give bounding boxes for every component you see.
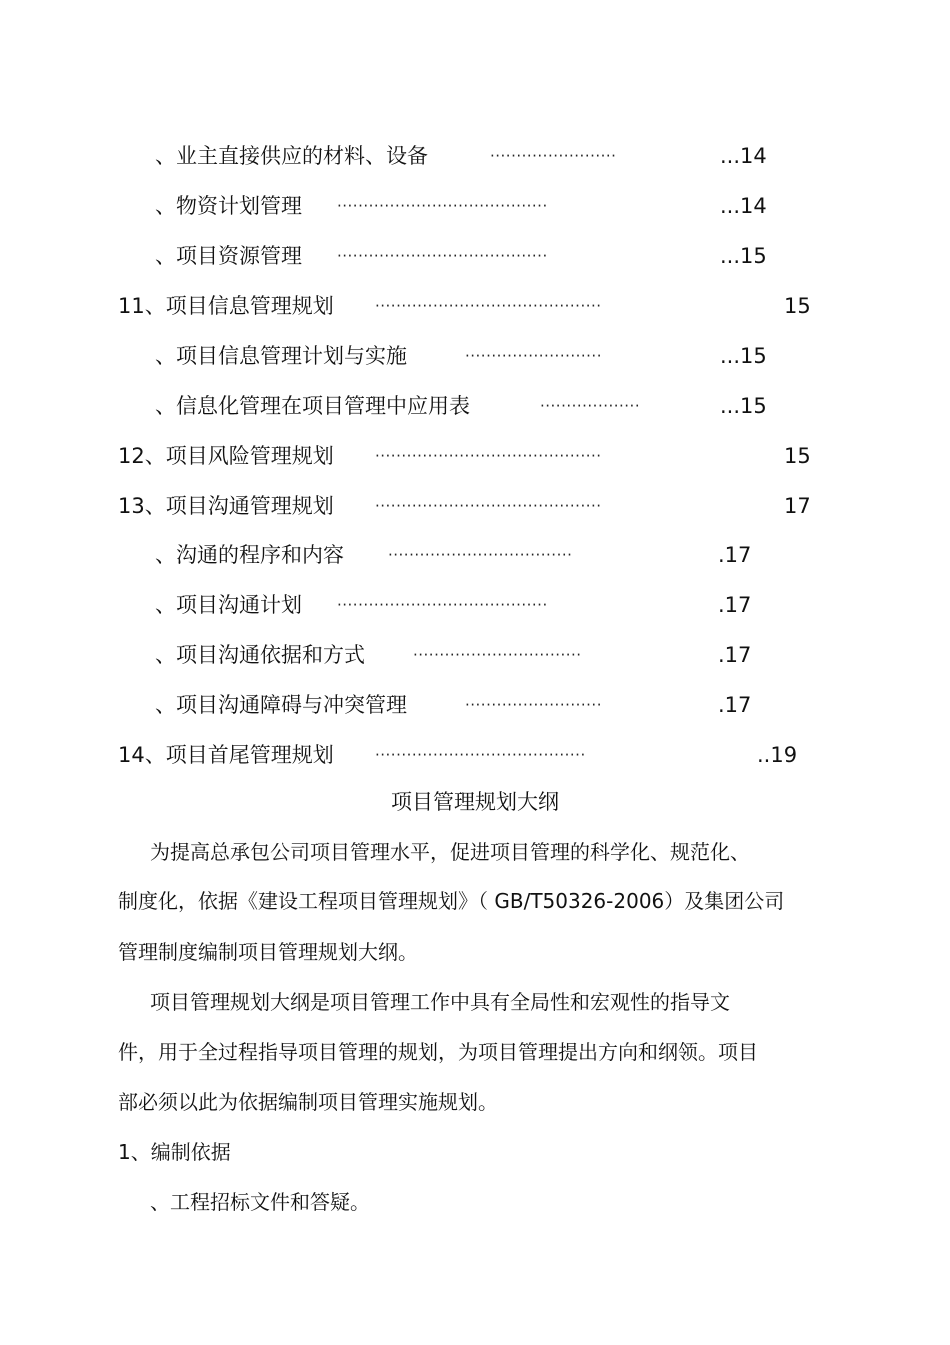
toc-entry-label: 13、项目沟通管理规划 [118, 494, 334, 518]
toc-entry[interactable] [0, 740, 950, 770]
toc-entry[interactable] [0, 441, 950, 471]
toc-entry-label: 、项目信息管理计划与实施 [155, 344, 407, 368]
toc-page-number: ...14 [720, 194, 767, 218]
toc-leader-dots: ································ [413, 646, 582, 664]
toc-entry-label: 12、项目风险管理规划 [118, 444, 334, 468]
toc-page-number: .17 [718, 643, 752, 667]
toc-page-number: .17 [718, 693, 752, 717]
paragraph-line: 部必须以此为依据编制项目管理实施规划。 [118, 1090, 498, 1114]
toc-leader-dots: ·························· [465, 696, 602, 714]
paragraph-line: 制度化，依据《建设工程项目管理规划》（ GB/T50326-2006）及集团公司 [118, 889, 785, 913]
toc-leader-dots: ········································ [337, 247, 548, 265]
toc-entry-label: 、项目沟通障碍与冲突管理 [155, 693, 407, 717]
toc-page-number: ...15 [720, 344, 767, 368]
toc-entry[interactable] [0, 241, 950, 271]
toc-entry-label: 、沟通的程序和内容 [155, 543, 344, 567]
toc-entry[interactable] [0, 690, 950, 720]
paragraph-line: 件，用于全过程指导项目管理的规划，为项目管理提出方向和纲领。项目 [118, 1040, 758, 1064]
toc-leader-dots: ··········································· [375, 297, 602, 315]
toc-entry[interactable] [0, 491, 950, 521]
toc-entry-label: 、项目资源管理 [155, 244, 302, 268]
toc-page-number: 15 [784, 444, 811, 468]
toc-leader-dots: ········································ [337, 596, 548, 614]
toc-leader-dots: ········································ [337, 197, 548, 215]
toc-leader-dots: ························ [490, 147, 617, 165]
paragraph-line: 管理制度编制项目管理规划大纲。 [118, 940, 418, 964]
toc-entry[interactable] [0, 141, 950, 171]
toc-leader-dots: ··········································· [375, 497, 602, 515]
toc-page-number: ...15 [720, 394, 767, 418]
toc-entry[interactable] [0, 590, 950, 620]
section-item: 、工程招标文件和答疑。 [150, 1190, 370, 1214]
toc-entry-label: 、物资计划管理 [155, 194, 302, 218]
toc-entry-label: 、项目沟通计划 [155, 593, 302, 617]
toc-entry-label: 14、项目首尾管理规划 [118, 743, 334, 767]
toc-leader-dots: ·························· [465, 347, 602, 365]
section-heading: 1、编制依据 [118, 1140, 231, 1164]
toc-entry-label: 11、项目信息管理规划 [118, 294, 334, 318]
toc-leader-dots: ········································ [375, 746, 586, 764]
toc-leader-dots: ··········································· [375, 447, 602, 465]
toc-page-number: .17 [718, 543, 752, 567]
toc-page-number: ...15 [720, 244, 767, 268]
toc-page-number: ...14 [720, 144, 767, 168]
toc-entry-label: 、项目沟通依据和方式 [155, 643, 365, 667]
toc-page-number: 15 [784, 294, 811, 318]
toc-leader-dots: ··································· [388, 546, 573, 564]
toc-page-number: ..19 [757, 743, 798, 767]
paragraph-line: 项目管理规划大纲是项目管理工作中具有全局性和宏观性的指导文 [150, 990, 730, 1014]
toc-entry[interactable] [0, 540, 950, 570]
paragraph-line: 为提高总承包公司项目管理水平，促进项目管理的科学化、规范化、 [150, 840, 750, 864]
toc-page-number: 17 [784, 494, 811, 518]
document-title: 项目管理规划大纲 [391, 790, 559, 814]
toc-entry-label: 、信息化管理在项目管理中应用表 [155, 394, 470, 418]
toc-entry-label: 、业主直接供应的材料、设备 [155, 144, 428, 168]
toc-leader-dots: ··················· [540, 397, 641, 415]
toc-entry[interactable] [0, 341, 950, 371]
toc-entry[interactable] [0, 291, 950, 321]
toc-page-number: .17 [718, 593, 752, 617]
toc-entry[interactable] [0, 640, 950, 670]
toc-entry[interactable] [0, 391, 950, 421]
toc-entry[interactable] [0, 191, 950, 221]
